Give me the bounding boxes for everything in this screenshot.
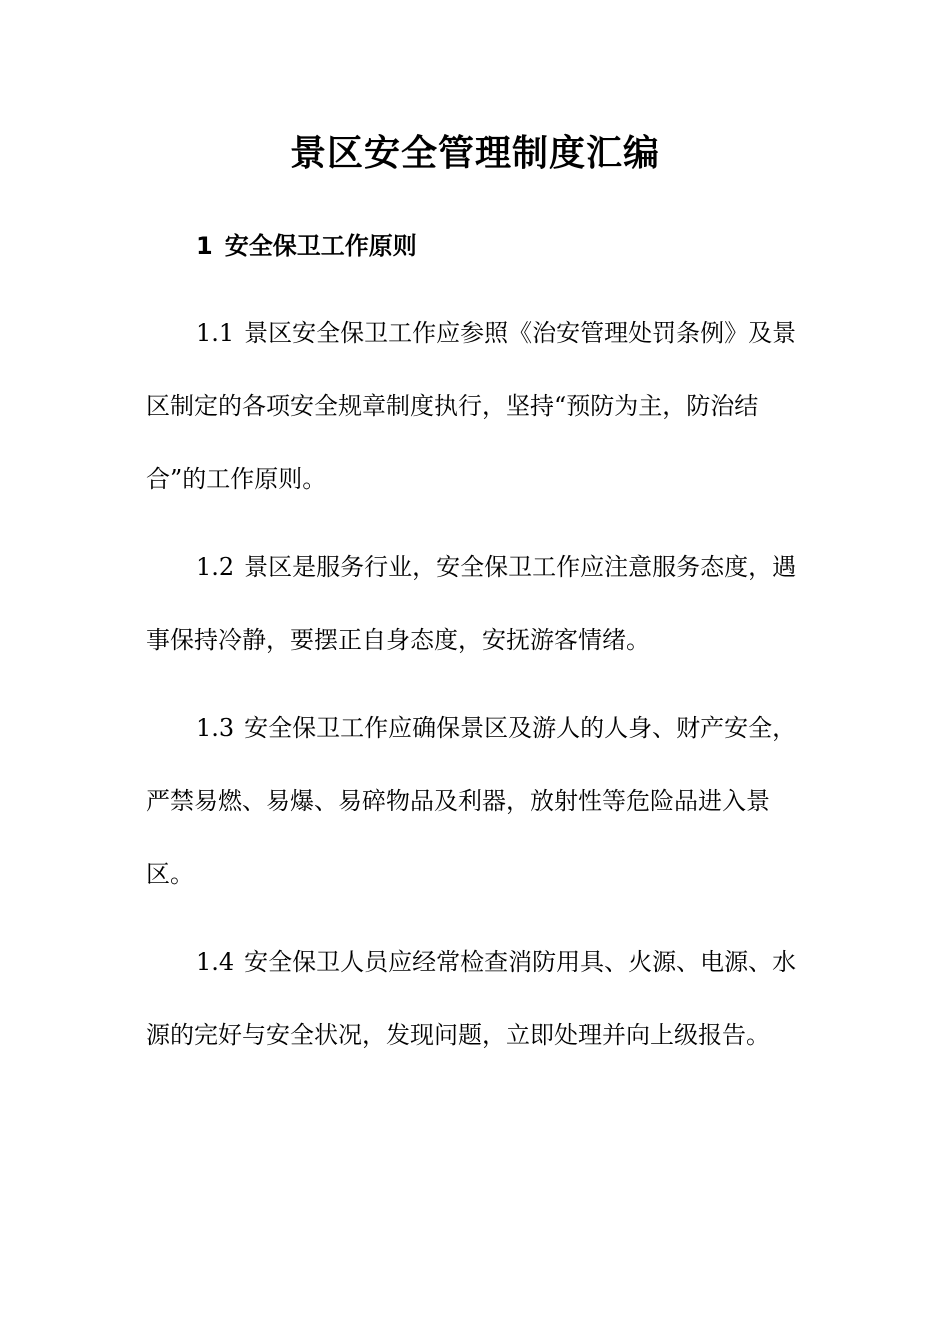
paragraph-1-2 <box>146 531 810 677</box>
paragraph-text: 景区安全保卫工作应参照《治安管理处罚条例》及景区制定的各项安全规章制度执行，坚持“预防为主，防治结合”的工作原则。 <box>146 319 797 493</box>
section-number: 1 <box>196 232 213 260</box>
section-heading-text: 安全保卫工作原则 <box>224 232 417 260</box>
paragraph-number: 1.4 <box>196 948 235 976</box>
paragraph-number: 1.3 <box>196 714 235 742</box>
paragraph-text: 景区是服务行业，安全保卫工作应注意服务态度，遇事保持冷静，要摆正自身态度，安抚游客情绪。 <box>146 553 797 654</box>
paragraph-text: 安全保卫人员应经常检查消防用具、火源、电源、水源的完好与安全状况，发现问题，立即处理并向上级报告。 <box>146 948 797 1049</box>
document-title: 景区安全管理制度汇编 <box>289 133 660 174</box>
paragraph-number: 1.1 <box>196 319 235 347</box>
paragraph-1-4 <box>146 926 810 1072</box>
paragraph-text: 安全保卫工作应确保景区及游人的人身、财产安全，严禁易燃、易爆、易碎物品及利器，放射性等危险品进入景区。 <box>146 714 797 888</box>
paragraph-1-3 <box>146 692 810 911</box>
paragraph-number: 1.2 <box>196 553 235 581</box>
paragraph-1-1 <box>146 297 810 516</box>
section-heading <box>196 226 417 266</box>
